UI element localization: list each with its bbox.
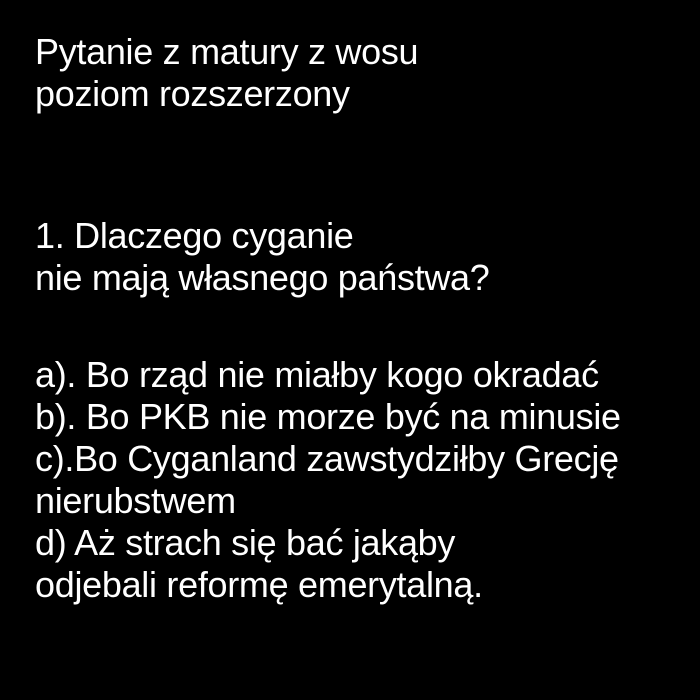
answer-line-d: d) Aż strach się bać jakąby xyxy=(35,522,456,563)
meme-header xyxy=(35,31,680,115)
question-line: 1. Dlaczego cyganie xyxy=(35,215,354,256)
header-line: Pytanie z matury z wosu xyxy=(35,31,419,72)
answer-line-c-continued: nierubstwem xyxy=(35,480,236,521)
answer-line-d-continued: odjebali reformę emerytalną. xyxy=(35,564,483,605)
meme-answers xyxy=(35,354,680,606)
answer-line-c: c).Bo Cyganland zawstydziłby Grecję xyxy=(35,438,619,479)
question-line: nie mają własnego państwa? xyxy=(35,257,490,298)
meme-question xyxy=(35,215,680,299)
answer-line-a: a). Bo rząd nie miałby kogo okradać xyxy=(35,354,599,395)
answer-line-b: b). Bo PKB nie morze być na minusie xyxy=(35,396,621,437)
header-line: poziom rozszerzony xyxy=(35,73,350,114)
